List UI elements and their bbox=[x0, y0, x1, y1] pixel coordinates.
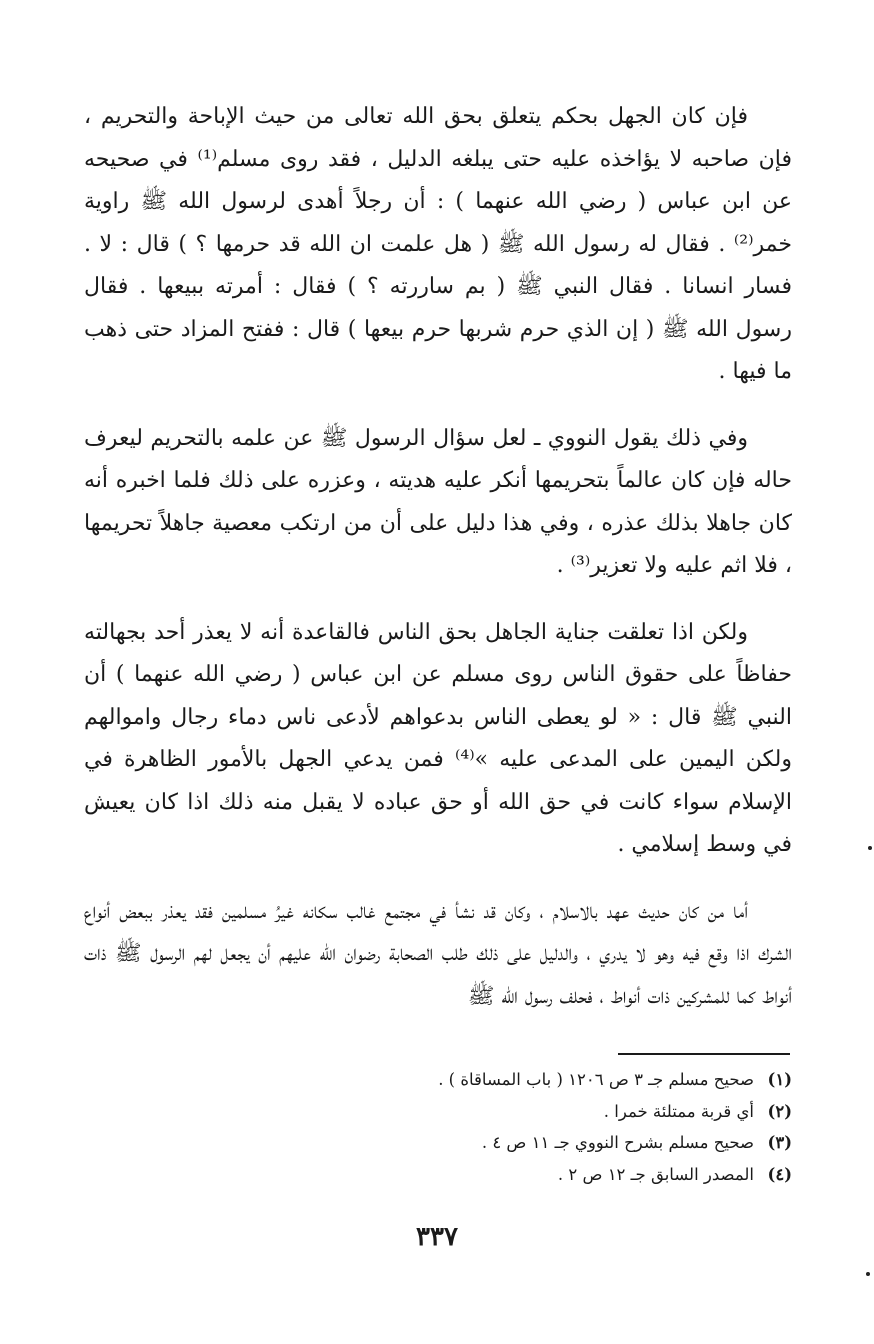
footnote-number: (١) bbox=[767, 1070, 792, 1089]
footnote-number: (٤) bbox=[767, 1164, 792, 1184]
main-text bbox=[84, 96, 792, 1018]
footnote-text: صحيح مسلم جـ ٣ ص ١٢٠٦ ( باب المساقاة ) . bbox=[438, 1070, 754, 1089]
page-number: ٣٣٧ bbox=[416, 1222, 458, 1252]
paragraph-4: أما من كان حديث عهد بالاسلام ، وكان قد نشأ في مجتمع غالب سكانه غيرُ مسلمين فقد يعذر ببعض أنواع الشرك اذا وقع فيه وهو لا يدري ، والدليل على ذلك طلب الصحابة رضوان الله عليهم أن يجعل لهم الرسول ﷺ ذات أنواط كما للمشركين ذات أنواط ، فحلف رسول الله ﷺ bbox=[84, 898, 792, 1009]
footnote-3 bbox=[300, 1127, 792, 1159]
paragraph-3: ولكن اذا تعلقت جناية الجاهل بحق الناس فالقاعدة أنه لا يعذر أحد بجهالته حفاظاً على حقوق الناس روى مسلم عن ابن عباس ( رضي الله عنهما ) أن النبي ﷺ قال : « لو يعطى الناس بدعواهم لأدعى ناس دماء رجال واموالهم ولكن اليمين على المدعى عليه »⁽⁴⁾ فمن يدعي الجهل بالأمور الظاهرة في الإسلام سواء كانت في حق الله أو حق عباده لا يقبل منه ذلك اذا كان يعيش في وسط إسلامي . bbox=[84, 619, 792, 857]
footnote-text: صحيح مسلم بشرح النووي جـ ١١ ص ٤ . bbox=[481, 1133, 754, 1152]
footnotes bbox=[300, 1064, 792, 1190]
footnote-divider bbox=[618, 1053, 790, 1055]
footnote-text: المصدر السابق جـ ١٢ ص ٢ . bbox=[557, 1164, 754, 1184]
footnote-4 bbox=[300, 1159, 792, 1191]
footnote-2 bbox=[300, 1096, 792, 1128]
footnote-number: (٢) bbox=[767, 1101, 792, 1121]
footnote-1 bbox=[300, 1064, 792, 1096]
paragraph-2: وفي ذلك يقول النووي ـ لعل سؤال الرسول ﷺ عن علمه بالتحريم ليعرف حاله فإن كان عالماً بتحريمها أنكر عليه هديته ، وعزره على ذلك فلما اخبره أنه كان جاهلا بذلك عذره ، وفي هذا دليل على أن من ارتكب معصية جاهلاً تحريمها ، فلا اثم عليه ولا تعزير⁽³⁾ . bbox=[84, 425, 792, 578]
scan-speck bbox=[866, 1272, 870, 1276]
footnote-text: أي قربة ممتلئة خمرا . bbox=[603, 1101, 754, 1121]
footnote-number: (٣) bbox=[767, 1133, 792, 1152]
paragraph-1: فإن كان الجهل بحكم يتعلق بحق الله تعالى من حيث الإباحة والتحريم ، فإن صاحبه لا يؤاخذه عليه حتى يبلغه الدليل ، فقد روى مسلم⁽¹⁾ في صحيحه عن ابن عباس ( رضي الله عنهما ) : أن رجلاً أهدى لرسول الله ﷺ راوية خمر⁽²⁾ . فقال له رسول الله ﷺ ( هل علمت ان الله قد حرمها ؟ ) قال : لا . فسار انسانا . فقال النبي ﷺ ( بم ساررته ؟ ) فقال : أمرته ببيعها . فقال رسول الله ﷺ ( إن الذي حرم شربها حرم بيعها ) قال : ففتح المزاد حتى ذهب ما فيها . bbox=[84, 104, 792, 384]
scan-speck bbox=[868, 846, 872, 850]
